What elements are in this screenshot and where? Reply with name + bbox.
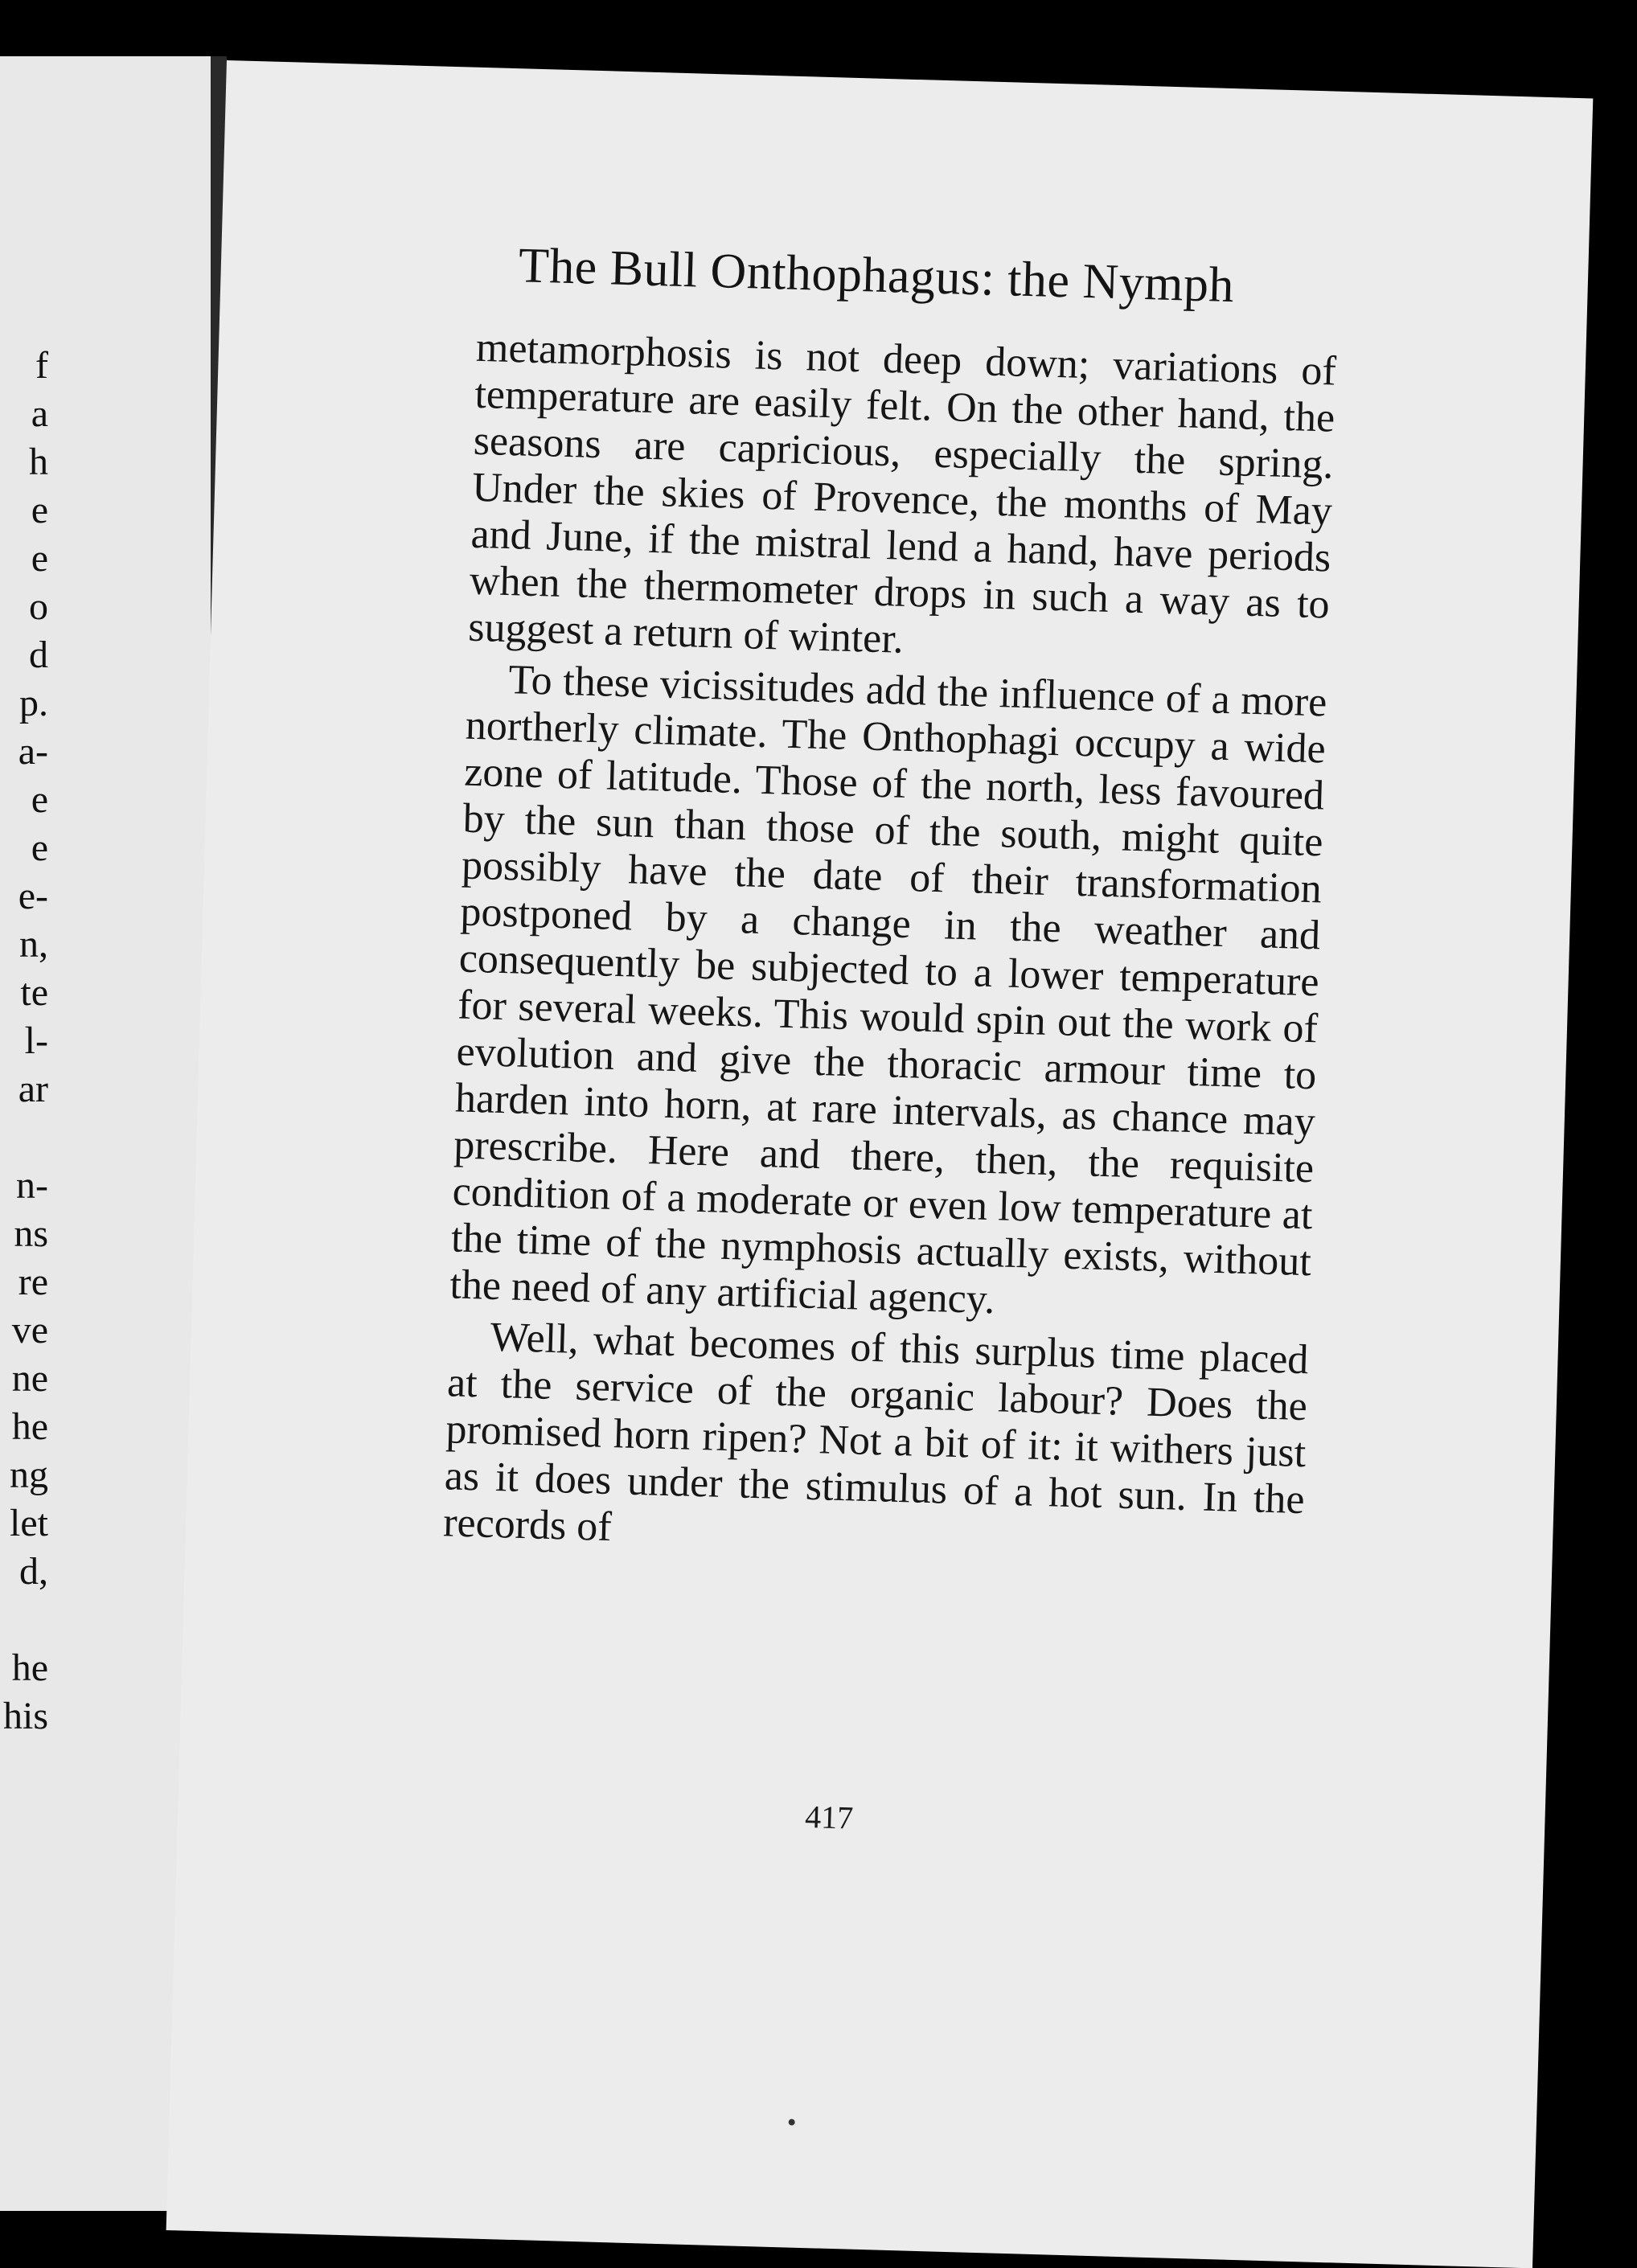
- left-fragment: a-: [18, 730, 48, 773]
- left-fragment: e: [31, 489, 48, 531]
- left-fragment: d,: [19, 1550, 48, 1593]
- left-fragment: f: [35, 344, 48, 387]
- left-fragment: he: [11, 1647, 48, 1689]
- left-fragment: e: [31, 826, 48, 869]
- left-fragment: d: [29, 634, 48, 676]
- ink-speck: [789, 2119, 795, 2126]
- left-fragment: let: [10, 1502, 48, 1544]
- paragraph: Well, what becomes of this surplus time placed at the service of the organic labour? Does the promised horn ripen? Not a bit of it: it withers just as it does under the stimulus of a hot sun. In the records of: [442, 1314, 1310, 1551]
- left-fragment: te: [20, 971, 48, 1014]
- left-fragment: n,: [19, 923, 48, 966]
- left-fragment: o: [29, 585, 48, 628]
- left-fragment: h: [29, 441, 48, 483]
- left-fragment: ve: [11, 1309, 48, 1351]
- body-text: [442, 325, 1336, 1575]
- left-fragment: his: [2, 1695, 48, 1737]
- left-fragment: re: [18, 1261, 48, 1303]
- left-page-text-fragments: [0, 342, 48, 1741]
- left-fragment: a: [31, 392, 48, 435]
- running-head: The Bull Onthophagus: the Nymph: [518, 238, 1235, 314]
- page-number: 417: [804, 1798, 854, 1836]
- left-fragment: e-: [18, 875, 48, 917]
- left-fragment: e: [31, 778, 48, 821]
- left-fragment: ar: [18, 1068, 48, 1110]
- left-fragment: p.: [19, 682, 48, 724]
- left-fragment-gap: [0, 1113, 48, 1162]
- paragraph: To these vicissitudes add the influence of a more northerly climate. The Onthophagi occupy a wide zone of latitude. Those of the north, less favoured by the sun than those of the south, might quite possibly have the date of their transformation postponed by a change in the weather and consequently be subjected to a lower temperature for several weeks. This would spin out the work of evolution and give the thoracic armour time to harden into horn, at rare intervals, as chance may prescribe. Here and there, then, the requisite condition of a moderate or even low temperature at the time of the nymphosis actually exists, without the need of any artificial agency.: [449, 657, 1328, 1323]
- left-fragment: ng: [10, 1454, 48, 1496]
- left-fragment: ne: [11, 1357, 48, 1400]
- left-fragment: ns: [14, 1212, 48, 1255]
- right-page: [166, 60, 1594, 2268]
- left-fragment: l-: [24, 1019, 48, 1062]
- left-fragment: he: [11, 1405, 48, 1448]
- paragraph: metamorphosis is not deep down; variations of temperature are easily felt. On the other hand, the seasons are capricious, especially the spring. Under the skies of Provence, the months of May and June, if the mistral lend a hand, have periods when the thermometer drops in such a way as to suggest a return of winter.: [467, 324, 1337, 662]
- left-fragment: n-: [16, 1164, 48, 1207]
- left-fragment-gap: [0, 1596, 48, 1644]
- left-fragment: e: [31, 537, 48, 580]
